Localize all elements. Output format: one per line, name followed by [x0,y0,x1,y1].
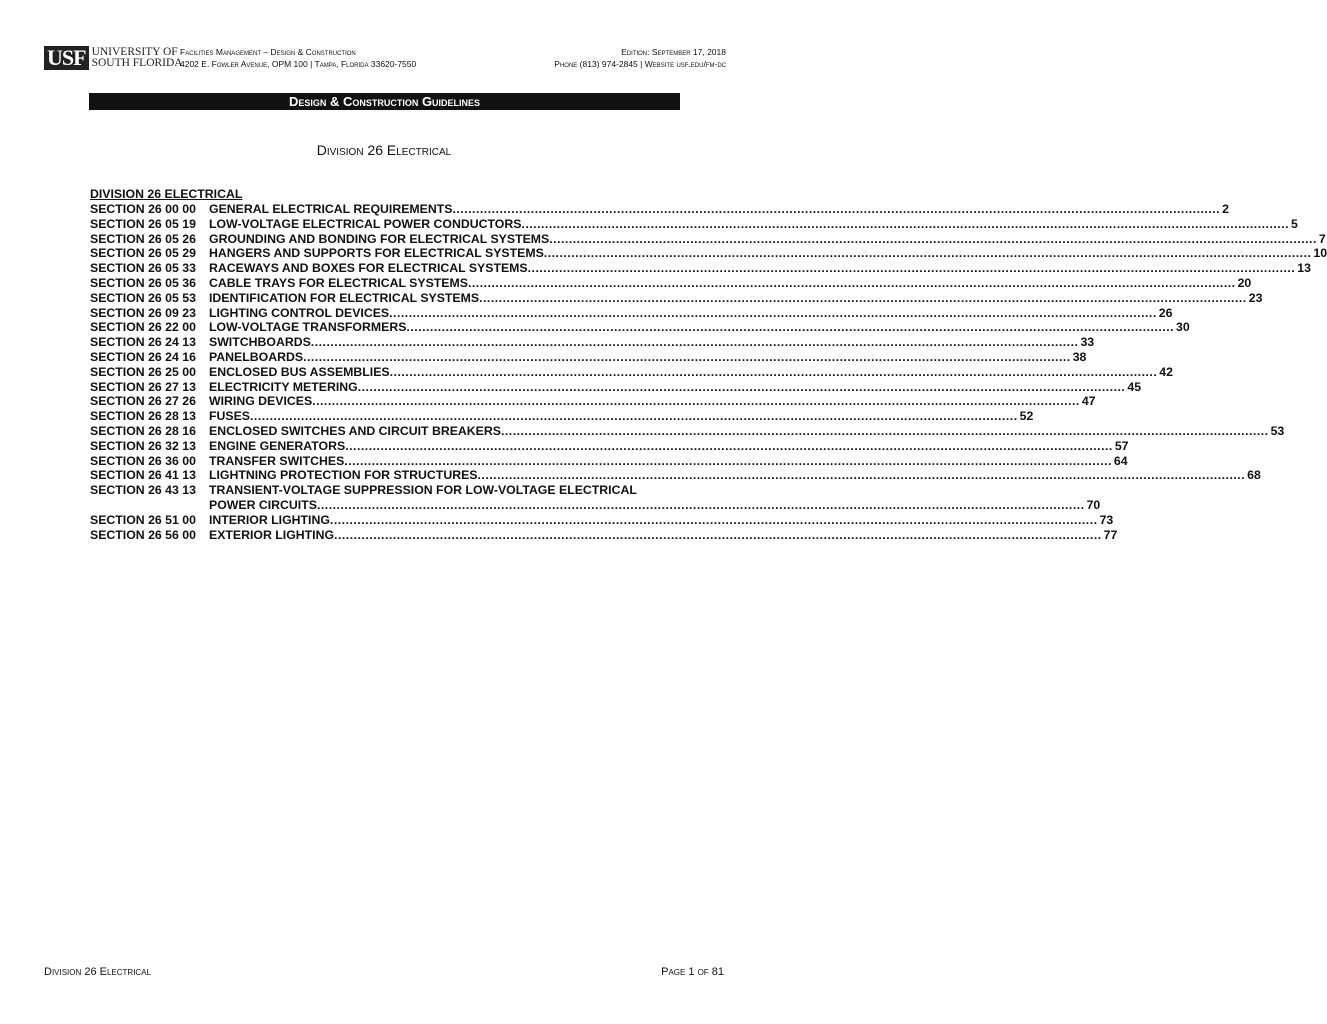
header-edition-contact [554,46,726,70]
toc-section-number: SECTION 26 51 00 [90,513,196,528]
toc-section-title: RACEWAYS AND BOXES FOR ELECTRICAL SYSTEMS [209,261,528,276]
toc-section-title: TRANSIENT-VOLTAGE SUPPRESSION FOR LOW-VOLTAGE ELECTRICAL [209,483,637,498]
toc-leader-dots [479,291,1247,306]
toc-entry[interactable] [90,335,1095,350]
usf-logo-name [92,47,183,69]
division-title: Division 26 Electrical [316,142,452,158]
toc-entry[interactable] [90,453,1128,469]
toc-section-number: SECTION 26 43 13 [90,483,196,498]
toc-leader-dots [468,276,1236,291]
footer-page-number: Page 1 of 81 [661,966,724,978]
toc-section-title: ENGINE GENERATORS [209,438,346,453]
toc-page-number: 30 [1176,320,1190,335]
toc-section-number: SECTION 26 25 00 [90,364,196,379]
toc-section-number: SECTION 26 28 16 [90,423,196,438]
toc-entry[interactable] [90,261,1311,276]
toc-section-title: LIGHTNING PROTECTION FOR STRUCTURES [209,468,478,483]
toc-section-title: ENCLOSED BUS ASSEMBLIES [209,364,390,379]
toc-section-number: SECTION 26 05 33 [90,261,196,276]
toc-section-title: INTERIOR LIGHTING [209,513,330,528]
toc-section-number: SECTION 26 32 13 [90,438,196,453]
toc-leader-dots [330,513,1098,528]
department-name: Facilities Management – Design & Construction [180,47,356,57]
toc-section-number: SECTION 26 05 29 [90,246,196,261]
toc-leader-dots [452,202,1220,217]
department-address: 4202 E. Fowler Avenue, OPM 100 | Tampa, Florida 33620-7550 [180,59,417,69]
toc-section-title: GENERAL ELECTRICAL REQUIREMENTS [209,202,453,216]
toc-entry[interactable] [90,527,1118,543]
toc-section-title: ELECTRICITY METERING [209,379,358,394]
toc-leader-dots [521,217,1289,232]
toc-leader-dots [311,335,1079,350]
toc-section-number: SECTION 26 36 00 [90,453,196,468]
toc-entry[interactable] [90,379,1142,395]
toc-section-title: LOW-VOLTAGE TRANSFORMERS [209,320,407,335]
toc-section-title: IDENTIFICATION FOR ELECTRICAL SYSTEMS [209,290,480,305]
toc-leader-dots [345,439,1113,454]
toc-leader-dots [477,468,1245,483]
toc-page-number: 10 [1313,246,1327,261]
toc-page-number: 33 [1080,335,1095,350]
toc-section-number: SECTION 26 24 13 [90,335,196,350]
toc-page-number: 64 [1113,453,1128,468]
toc-entry[interactable] [90,468,1261,483]
toc-entry[interactable] [90,364,1173,380]
toc-section-title: SWITCHBOARDS [209,335,311,350]
toc-entry[interactable] [90,513,1114,528]
toc-page-number: 68 [1247,468,1261,483]
toc-section-number: SECTION 26 41 13 [90,468,196,483]
toc-section-title: TRANSFER SWITCHES [209,453,345,468]
toc-entry[interactable] [90,305,1173,321]
toc-page-number: 47 [1081,394,1096,409]
toc-section-title: CABLE TRAYS FOR ELECTRICAL SYSTEMS [209,275,468,290]
toc-page-number: 53 [1270,423,1285,438]
toc-entry[interactable] [90,231,1326,247]
toc-entry[interactable] [90,423,1285,439]
toc-page-number: 73 [1099,513,1114,528]
toc-leader-dots [344,454,1112,469]
toc-section-number: SECTION 26 56 00 [90,527,196,542]
toc-page-number: 20 [1237,275,1252,290]
toc-section-title: EXTERIOR LIGHTING [209,527,335,542]
toc-page-number: 77 [1103,527,1118,542]
toc-page-number: 26 [1158,305,1173,320]
toc-section-title: WIRING DEVICES [209,394,313,409]
toc-page-number: 38 [1072,349,1087,364]
toc-section-number: SECTION 26 05 36 [90,275,196,290]
toc-section-number: SECTION 26 24 16 [90,349,196,364]
toc-leader-dots [528,261,1296,276]
toc-section-number: SECTION 26 00 00 [90,202,196,216]
toc-section-number: SECTION 26 05 19 [90,216,196,231]
toc-leader-dots [358,380,1126,395]
toc-entry[interactable] [90,216,1298,232]
toc-section-number: SECTION 26 28 13 [90,409,196,424]
toc-section-number: SECTION 26 05 26 [90,231,196,246]
toc-entry[interactable] [90,394,1096,409]
table-of-contents [90,187,1327,543]
toc-page-number: 2 [1222,202,1229,216]
toc-entry[interactable] [90,246,1327,261]
toc-list-tail [90,513,1118,543]
guidelines-banner: Design & Construction Guidelines [89,93,680,110]
toc-entry[interactable] [90,290,1263,306]
toc-section-title: LIGHTING CONTROL DEVICES [209,305,390,320]
toc-section-number: SECTION 26 09 23 [90,305,196,320]
toc-entry[interactable] [90,275,1252,291]
toc-section-title: HANGERS AND SUPPORTS FOR ELECTRICAL SYSTEMS [209,246,544,261]
toc-entry[interactable] [90,320,1190,335]
toc-leader-dots [312,394,1080,409]
usf-logo-mark: USF [44,46,89,70]
toc-page-number: 45 [1127,379,1142,394]
toc-list [90,202,1327,483]
edition-date: Edition: September 17, 2018 [621,47,726,57]
toc-entry[interactable] [90,438,1129,454]
toc-page-number: 23 [1248,290,1263,305]
toc-leader-dots [549,232,1317,247]
toc-leader-dots [334,528,1102,543]
toc-page-number: 42 [1159,364,1173,379]
toc-section-title: FUSES [209,409,250,424]
page-header [44,44,726,74]
toc-page-number: 7 [1318,231,1326,246]
toc-section-number: SECTION 26 27 26 [90,394,196,409]
toc-section-title-continued: POWER CIRCUITS [209,497,317,512]
toc-page-number: 13 [1297,261,1311,276]
toc-leader-dots [406,320,1174,335]
logo-line-1: UNIVERSITY OF [91,46,178,58]
toc-leader-dots [389,306,1157,321]
footer-division: Division 26 Electrical [44,966,151,978]
toc-section-number: SECTION 26 27 13 [90,379,196,394]
toc-heading: DIVISION 26 ELECTRICAL [90,187,243,201]
header-department [180,46,416,70]
toc-section-title: ENCLOSED SWITCHES AND CIRCUIT BREAKERS [209,423,501,438]
toc-leader-dots [390,365,1158,380]
toc-section-title: PANELBOARDS [209,349,304,364]
toc-entry[interactable] [90,349,1087,365]
toc-section-number: SECTION 26 22 00 [90,320,196,335]
toc-entry[interactable] [90,202,1229,217]
toc-section-title: GROUNDING AND BONDING FOR ELECTRICAL SYSTEMS [209,231,550,246]
toc-leader-dots [317,498,1085,513]
contact-info: Phone (813) 974-2845 | Website usf.edu/fm-dc [554,59,726,69]
toc-page-number: 57 [1114,438,1129,453]
toc-page-number: 70 [1086,497,1101,512]
toc-section-title: LOW-VOLTAGE ELECTRICAL POWER CONDUCTORS [209,216,522,231]
toc-leader-dots [544,246,1312,261]
toc-leader-dots [501,424,1269,439]
toc-entry[interactable] [90,483,1101,513]
logo-line-2: SOUTH FLORIDA [91,57,183,69]
toc-page-number: 5 [1291,216,1298,231]
toc-entry[interactable] [90,409,1034,424]
toc-section-number: SECTION 26 05 53 [90,290,196,305]
toc-leader-dots [303,350,1071,365]
toc-page-number: 52 [1019,409,1034,424]
usf-logo [44,46,183,70]
toc-leader-dots [250,409,1018,424]
